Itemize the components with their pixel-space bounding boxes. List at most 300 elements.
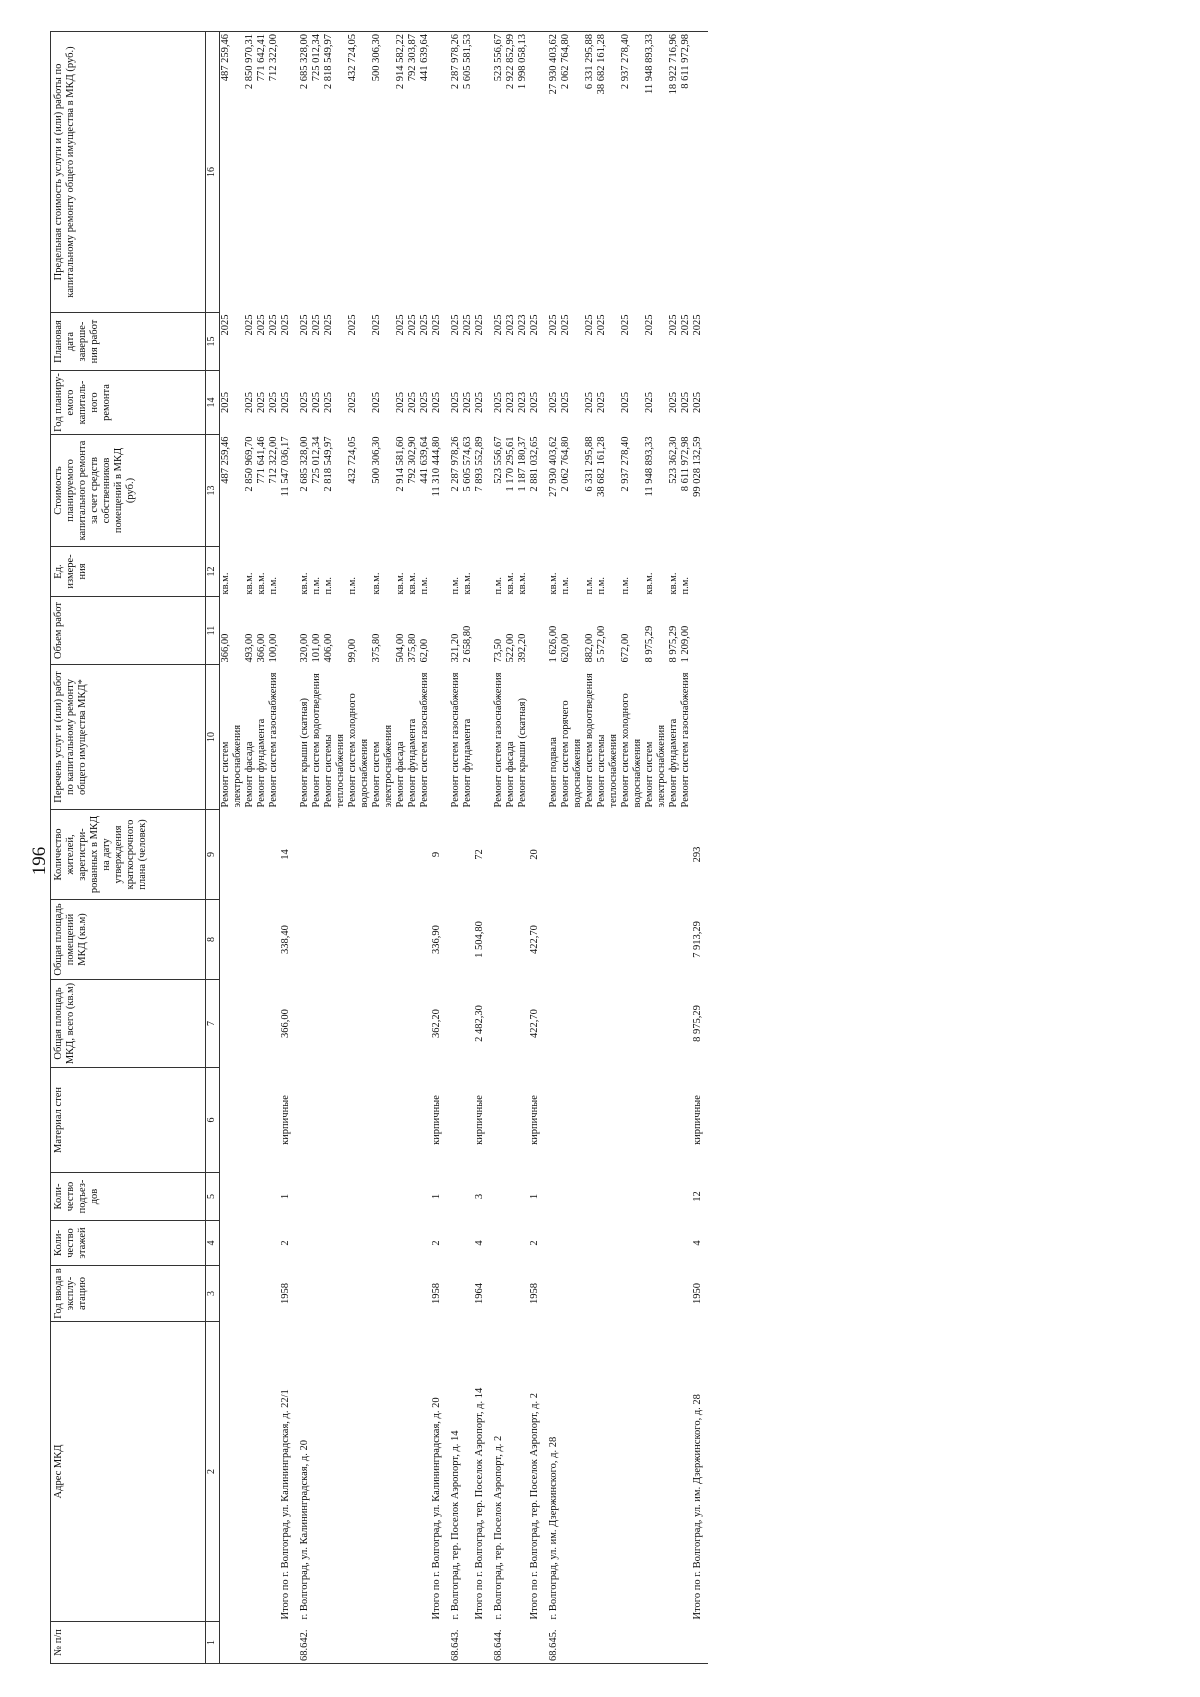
unit-cell: кв.м. — [517, 572, 528, 595]
column-number: 14 — [206, 371, 220, 435]
floors-cell — [244, 1221, 256, 1266]
wall-material-cell — [220, 1068, 245, 1173]
wall-material-cell — [371, 1068, 395, 1173]
wall-material-cell: кирпичные — [529, 1095, 540, 1145]
entrances-cell — [407, 1173, 419, 1221]
max-cost-cell: 523 556,67 — [493, 34, 504, 82]
total-area-cell — [505, 980, 517, 1068]
work-volume-cell: 375,80 — [371, 633, 382, 663]
entrances-cell — [490, 1173, 505, 1221]
work-volume-cell: 99,00 — [347, 638, 358, 663]
planned-year-cell: 2025 — [529, 392, 540, 413]
premises-area-cell: 422,70 — [529, 925, 540, 954]
max-cost-cell: 2 685 328,00 — [299, 34, 310, 90]
planned-cost-cell: 11 310 444,80 — [431, 436, 442, 497]
total-area-cell — [220, 980, 245, 1068]
total-row — [692, 32, 708, 1664]
table-row — [371, 32, 395, 1664]
floors-cell — [268, 1221, 280, 1266]
address-cell — [371, 1322, 395, 1622]
row-number-cell — [620, 1622, 644, 1664]
year-built-cell — [256, 1266, 268, 1322]
unit-cell: кв.м. — [371, 572, 382, 595]
year-built-cell — [668, 1266, 680, 1322]
premises-area-cell: 1 504,80 — [474, 921, 485, 958]
planned-year-cell: 2025 — [474, 392, 485, 413]
table-row — [268, 32, 280, 1664]
entrances-cell — [256, 1173, 268, 1221]
max-cost-cell: 2 937 278,40 — [620, 34, 631, 90]
work-volume-cell: 504,00 — [395, 633, 406, 663]
unit-cell — [474, 547, 490, 597]
header-cell: Количество жителей, зарегистри-рованных в МКД на дату утверждения краткосрочного плана (человек) — [51, 810, 206, 900]
work-type-cell: Ремонт фундамента — [668, 718, 679, 808]
residents-cell — [371, 810, 395, 900]
address-cell — [596, 1322, 620, 1622]
total-area-cell: 366,00 — [280, 1009, 291, 1038]
page-number: 196 — [29, 846, 50, 876]
floors-cell — [447, 1221, 462, 1266]
floors-cell — [371, 1221, 395, 1266]
row-number-cell: 68.644. — [493, 1629, 504, 1661]
row-number-cell — [268, 1622, 280, 1664]
column-number: 5 — [206, 1173, 220, 1221]
address-cell — [268, 1322, 280, 1622]
premises-area-cell — [256, 900, 268, 980]
column-number: 7 — [206, 980, 220, 1068]
work-volume-cell: 1 626,00 — [548, 625, 559, 663]
work-volume-cell: 366,00 — [256, 633, 267, 663]
planned-year-cell: 2025 — [299, 392, 310, 413]
work-type-cell: Ремонт систем электроснабжения — [371, 724, 394, 808]
planned-cost-cell: 5 605 574,63 — [462, 436, 473, 492]
residents-cell — [447, 810, 462, 900]
work-volume-cell — [692, 597, 708, 665]
premises-area-cell — [680, 900, 692, 980]
max-cost-cell: 2 850 970,31 — [244, 34, 255, 90]
floors-cell — [311, 1221, 323, 1266]
work-volume-cell: 620,00 — [560, 633, 571, 663]
row-number-cell — [280, 1622, 296, 1664]
row-number-cell — [529, 1622, 545, 1664]
row-number-cell — [419, 1622, 431, 1664]
work-type-cell: Ремонт системы теплоснабжения — [323, 734, 346, 808]
entrances-cell — [395, 1173, 407, 1221]
row-number-cell — [244, 1622, 256, 1664]
entrances-cell — [545, 1173, 560, 1221]
planned-year-cell: 2025 — [620, 392, 631, 413]
year-built-cell — [268, 1266, 280, 1322]
floors-cell: 2 — [431, 1240, 442, 1246]
unit-cell — [529, 547, 545, 597]
wall-material-cell — [323, 1068, 347, 1173]
total-row — [474, 32, 490, 1664]
work-volume-cell: 321,20 — [450, 633, 461, 663]
floors-cell: 4 — [474, 1240, 485, 1246]
entrances-cell — [584, 1173, 596, 1221]
residents-cell: 14 — [280, 849, 291, 860]
completion-year-cell: 2025 — [680, 314, 691, 336]
total-area-cell: 422,70 — [529, 1009, 540, 1038]
unit-cell: кв.м. — [244, 572, 255, 595]
planned-year-cell: 2025 — [644, 392, 655, 413]
address-cell — [323, 1322, 347, 1622]
work-type-cell: Ремонт фасада — [244, 741, 255, 808]
residents-cell — [268, 810, 280, 900]
residents-cell — [323, 810, 347, 900]
year-built-cell — [596, 1266, 620, 1322]
work-type-cell: Ремонт системы теплоснабжения — [596, 734, 619, 808]
address-cell — [620, 1322, 644, 1622]
planned-cost-cell: 27 930 403,62 — [548, 436, 559, 497]
planned-cost-cell: 487 259,46 — [220, 436, 231, 484]
table-row — [296, 32, 311, 1664]
total-row — [431, 32, 447, 1664]
year-built-cell — [395, 1266, 407, 1322]
floors-cell — [517, 1221, 529, 1266]
planned-year-cell: 2025 — [371, 392, 382, 413]
wall-material-cell — [620, 1068, 644, 1173]
planned-cost-cell: 99 028 132,59 — [692, 436, 703, 497]
row-number-cell — [347, 1622, 371, 1664]
premises-area-cell — [268, 900, 280, 980]
total-area-cell — [296, 980, 311, 1068]
max-cost-cell: 2 818 549,97 — [323, 34, 334, 90]
address-cell — [256, 1322, 268, 1622]
unit-cell: п.м. — [680, 576, 691, 595]
floors-cell: 2 — [280, 1240, 291, 1246]
header-cell: Предельная стоимость услуги и (или) работы по капитальному ремонту общего имущества в МКД (руб.) — [51, 32, 206, 313]
address-cell: Итого по г. Волгоград, тер. Поселок Аэропорт, д. 2 — [529, 1393, 540, 1620]
planned-cost-cell: 523 556,67 — [493, 436, 504, 484]
row-number-cell — [407, 1622, 419, 1664]
planned-cost-cell: 2 850 969,70 — [244, 436, 255, 492]
planned-year-cell: 2025 — [584, 392, 595, 413]
residents-cell — [596, 810, 620, 900]
planned-year-cell: 2025 — [347, 392, 358, 413]
completion-year-cell: 2025 — [450, 314, 461, 336]
column-number: 12 — [206, 547, 220, 597]
planned-year-cell: 2025 — [560, 392, 571, 413]
floors-cell — [596, 1221, 620, 1266]
header-cell: Перечень услуг и (или) работ по капитальному ремонту общего имущества МКД* — [51, 665, 206, 810]
residents-cell — [560, 810, 584, 900]
completion-year-cell: 2025 — [256, 314, 267, 336]
unit-cell: п.м. — [323, 576, 334, 595]
floors-cell — [584, 1221, 596, 1266]
entrances-cell — [668, 1173, 680, 1221]
table-row — [311, 32, 323, 1664]
column-number: 8 — [206, 900, 220, 980]
work-volume-cell — [280, 597, 296, 665]
header-row — [51, 32, 206, 1664]
planned-year-cell: 2025 — [256, 392, 267, 413]
address-cell — [644, 1322, 668, 1622]
completion-year-cell: 2025 — [548, 314, 559, 336]
header-cell: Коли-чество подъез-дов — [51, 1173, 206, 1221]
column-number: 6 — [206, 1068, 220, 1173]
year-built-cell — [447, 1266, 462, 1322]
premises-area-cell — [505, 900, 517, 980]
max-cost-cell: 8 611 972,98 — [680, 34, 691, 89]
work-volume-cell: 882,00 — [584, 633, 595, 663]
table-row — [220, 32, 245, 1664]
address-cell — [407, 1322, 419, 1622]
floors-cell — [347, 1221, 371, 1266]
table-row — [644, 32, 668, 1664]
header-cell: Ед. измере-ния — [51, 547, 206, 597]
completion-year-cell: 2025 — [244, 314, 255, 336]
year-built-cell — [680, 1266, 692, 1322]
wall-material-cell — [244, 1068, 256, 1173]
max-cost-cell: 441 639,64 — [419, 34, 430, 82]
work-type-cell: Ремонт фасада — [505, 741, 516, 808]
completion-year-cell: 2025 — [347, 314, 358, 336]
entrances-cell — [323, 1173, 347, 1221]
completion-year-cell: 2025 — [692, 314, 703, 336]
work-type-cell: Ремонт систем водоотведения — [311, 673, 322, 808]
planned-cost-cell: 2 287 978,26 — [450, 436, 461, 492]
premises-area-cell — [560, 900, 584, 980]
planned-cost-cell: 2 881 032,65 — [529, 436, 540, 492]
total-area-cell — [545, 980, 560, 1068]
table-row — [517, 32, 529, 1664]
work-type-cell — [474, 665, 490, 810]
table-row — [323, 32, 347, 1664]
residents-cell — [505, 810, 517, 900]
planned-cost-cell: 1 170 295,61 — [505, 436, 516, 492]
total-area-cell — [311, 980, 323, 1068]
total-area-cell — [462, 980, 474, 1068]
premises-area-cell — [644, 900, 668, 980]
max-cost-cell — [431, 32, 447, 313]
row-number-cell — [584, 1622, 596, 1664]
table-row — [347, 32, 371, 1664]
planned-year-cell: 2025 — [419, 392, 430, 413]
year-built-cell — [220, 1266, 245, 1322]
planned-year-cell: 2025 — [311, 392, 322, 413]
max-cost-cell: 792 303,87 — [407, 34, 418, 82]
table-row — [596, 32, 620, 1664]
header-cell: Общая площадь помещений МКД (кв.м) — [51, 900, 206, 980]
planned-year-cell: 2025 — [220, 392, 231, 413]
header-cell: № п/п — [51, 1622, 206, 1664]
residents-cell — [395, 810, 407, 900]
floors-cell: 2 — [529, 1240, 540, 1246]
row-number-cell — [560, 1622, 584, 1664]
column-number: 2 — [206, 1322, 220, 1622]
unit-cell: кв.м. — [395, 572, 406, 595]
max-cost-cell: 6 331 295,88 — [584, 34, 595, 90]
entrances-cell — [462, 1173, 474, 1221]
address-cell: г. Волгоград, ул. Калининградская, д. 20 — [299, 1440, 310, 1620]
unit-cell: п.м. — [311, 576, 322, 595]
entrances-cell — [596, 1173, 620, 1221]
completion-year-cell: 2025 — [220, 314, 231, 336]
table-row — [620, 32, 644, 1664]
planned-cost-cell: 2 062 764,80 — [560, 436, 571, 492]
total-area-cell — [419, 980, 431, 1068]
work-volume-cell: 2 658,80 — [462, 625, 473, 663]
premises-area-cell — [296, 900, 311, 980]
row-number-cell — [256, 1622, 268, 1664]
unit-cell: п.м. — [620, 576, 631, 595]
row-number-cell: 68.643. — [450, 1629, 461, 1661]
total-area-cell — [596, 980, 620, 1068]
residents-cell — [584, 810, 596, 900]
year-built-cell — [371, 1266, 395, 1322]
header-cell: Плановая дата заверше-ния работ — [51, 313, 206, 371]
completion-year-cell: 2025 — [462, 314, 473, 336]
unit-cell — [431, 547, 447, 597]
floors-cell — [462, 1221, 474, 1266]
residents-cell — [668, 810, 680, 900]
work-type-cell: Ремонт систем электроснабжения — [644, 724, 667, 808]
row-number-cell — [474, 1622, 490, 1664]
address-cell — [220, 1322, 245, 1622]
residents-cell — [620, 810, 644, 900]
residents-cell — [347, 810, 371, 900]
table-body — [220, 32, 709, 1664]
work-volume-cell: 375,80 — [407, 633, 418, 663]
max-cost-cell: 771 642,41 — [256, 34, 267, 82]
work-volume-cell: 522,00 — [505, 633, 516, 663]
max-cost-cell: 487 259,46 — [220, 34, 231, 82]
planned-cost-cell: 725 012,34 — [311, 436, 322, 484]
table-row — [490, 32, 505, 1664]
planned-year-cell: 2025 — [407, 392, 418, 413]
max-cost-cell: 38 682 161,28 — [596, 34, 607, 95]
planned-year-cell: 2025 — [450, 392, 461, 413]
planned-cost-cell: 712 322,00 — [268, 436, 279, 484]
row-number-cell — [220, 1622, 245, 1664]
table-row — [244, 32, 256, 1664]
work-type-cell — [431, 665, 447, 810]
floors-cell: 4 — [692, 1240, 703, 1246]
address-cell — [347, 1322, 371, 1622]
year-built-cell: 1958 — [280, 1283, 291, 1304]
year-built-cell — [545, 1266, 560, 1322]
year-built-cell — [505, 1266, 517, 1322]
premises-area-cell — [407, 900, 419, 980]
max-cost-cell: 432 724,05 — [347, 34, 358, 82]
planned-cost-cell: 11 948 893,33 — [644, 436, 655, 497]
wall-material-cell — [296, 1068, 311, 1173]
work-volume-cell — [431, 597, 447, 665]
residents-cell — [680, 810, 692, 900]
total-area-cell — [371, 980, 395, 1068]
wall-material-cell: кирпичные — [692, 1095, 703, 1145]
wall-material-cell — [462, 1068, 474, 1173]
unit-cell: п.м. — [493, 576, 504, 595]
row-number-cell — [462, 1622, 474, 1664]
entrances-cell — [620, 1173, 644, 1221]
planned-year-cell: 2023 — [505, 392, 516, 413]
planned-year-cell: 2025 — [280, 392, 291, 413]
year-built-cell — [517, 1266, 529, 1322]
entrances-cell — [296, 1173, 311, 1221]
planned-cost-cell: 2 685 328,00 — [299, 436, 310, 492]
unit-cell: кв.м. — [256, 572, 267, 595]
entrances-cell — [268, 1173, 280, 1221]
completion-year-cell: 2025 — [371, 314, 382, 336]
unit-cell: п.м. — [596, 576, 607, 595]
residents-cell: 9 — [431, 851, 442, 858]
residents-cell — [244, 810, 256, 900]
max-cost-cell: 1 998 058,13 — [517, 34, 528, 90]
residents-cell — [220, 810, 245, 900]
table-row — [407, 32, 419, 1664]
floors-cell — [560, 1221, 584, 1266]
floors-cell — [419, 1221, 431, 1266]
work-volume-cell: 8 975,29 — [644, 625, 655, 663]
planned-year-cell: 2025 — [668, 392, 679, 413]
completion-year-cell: 2025 — [584, 314, 595, 336]
completion-year-cell: 2025 — [407, 314, 418, 336]
floors-cell — [668, 1221, 680, 1266]
row-number-cell — [311, 1622, 323, 1664]
total-area-cell — [668, 980, 680, 1068]
table-row — [668, 32, 680, 1664]
residents-cell — [419, 810, 431, 900]
address-cell — [311, 1322, 323, 1622]
total-area-cell — [407, 980, 419, 1068]
column-number: 3 — [206, 1266, 220, 1322]
address-cell: Итого по г. Волгоград, ул. Калининградская, д. 22/1 — [280, 1389, 291, 1620]
wall-material-cell: кирпичные — [280, 1095, 291, 1145]
row-number-cell — [323, 1622, 347, 1664]
work-type-cell — [280, 665, 296, 810]
work-type-cell: Ремонт систем горячего водоснабжения — [560, 700, 583, 808]
address-cell — [419, 1322, 431, 1622]
residents-cell — [311, 810, 323, 900]
completion-year-cell: 2025 — [560, 314, 571, 336]
year-built-cell — [644, 1266, 668, 1322]
wall-material-cell — [596, 1068, 620, 1173]
max-cost-cell: 712 322,00 — [268, 34, 279, 82]
address-cell: Итого по г. Волгоград, ул. Калининградская, д. 20 — [431, 1397, 442, 1620]
column-number: 10 — [206, 665, 220, 810]
max-cost-cell: 500 306,30 — [371, 34, 382, 82]
header-cell: Год ввода в эксплу-атацию — [51, 1266, 206, 1322]
premises-area-cell — [584, 900, 596, 980]
column-number: 15 — [206, 313, 220, 371]
unit-cell: кв.м. — [462, 572, 473, 595]
wall-material-cell — [545, 1068, 560, 1173]
wall-material-cell — [505, 1068, 517, 1173]
work-type-cell: Ремонт систем газоснабжения — [419, 672, 430, 808]
unit-cell: кв.м. — [220, 572, 231, 595]
planned-cost-cell: 2 937 278,40 — [620, 436, 631, 492]
wall-material-cell — [490, 1068, 505, 1173]
max-cost-cell: 27 930 403,62 — [548, 34, 559, 95]
row-number-cell: 68.645. — [548, 1629, 559, 1661]
work-type-cell: Ремонт систем холодного водоснабжения — [347, 693, 370, 808]
header-cell: Коли-чество этажей — [51, 1221, 206, 1266]
planned-cost-cell: 1 187 180,37 — [517, 436, 528, 492]
header-cell: Адрес МКД — [51, 1322, 206, 1622]
address-cell: г. Волгоград, тер. Поселок Аэропорт, д. 14 — [450, 1430, 461, 1620]
year-built-cell — [296, 1266, 311, 1322]
premises-area-cell — [545, 900, 560, 980]
completion-year-cell: 2025 — [323, 314, 334, 336]
planned-year-cell: 2025 — [395, 392, 406, 413]
year-built-cell — [407, 1266, 419, 1322]
wall-material-cell: кирпичные — [431, 1095, 442, 1145]
header-cell: Год планиру-емого капиталь-ного ремонта — [51, 371, 206, 435]
unit-cell: п.м. — [450, 576, 461, 595]
planned-cost-cell: 432 724,05 — [347, 436, 358, 484]
